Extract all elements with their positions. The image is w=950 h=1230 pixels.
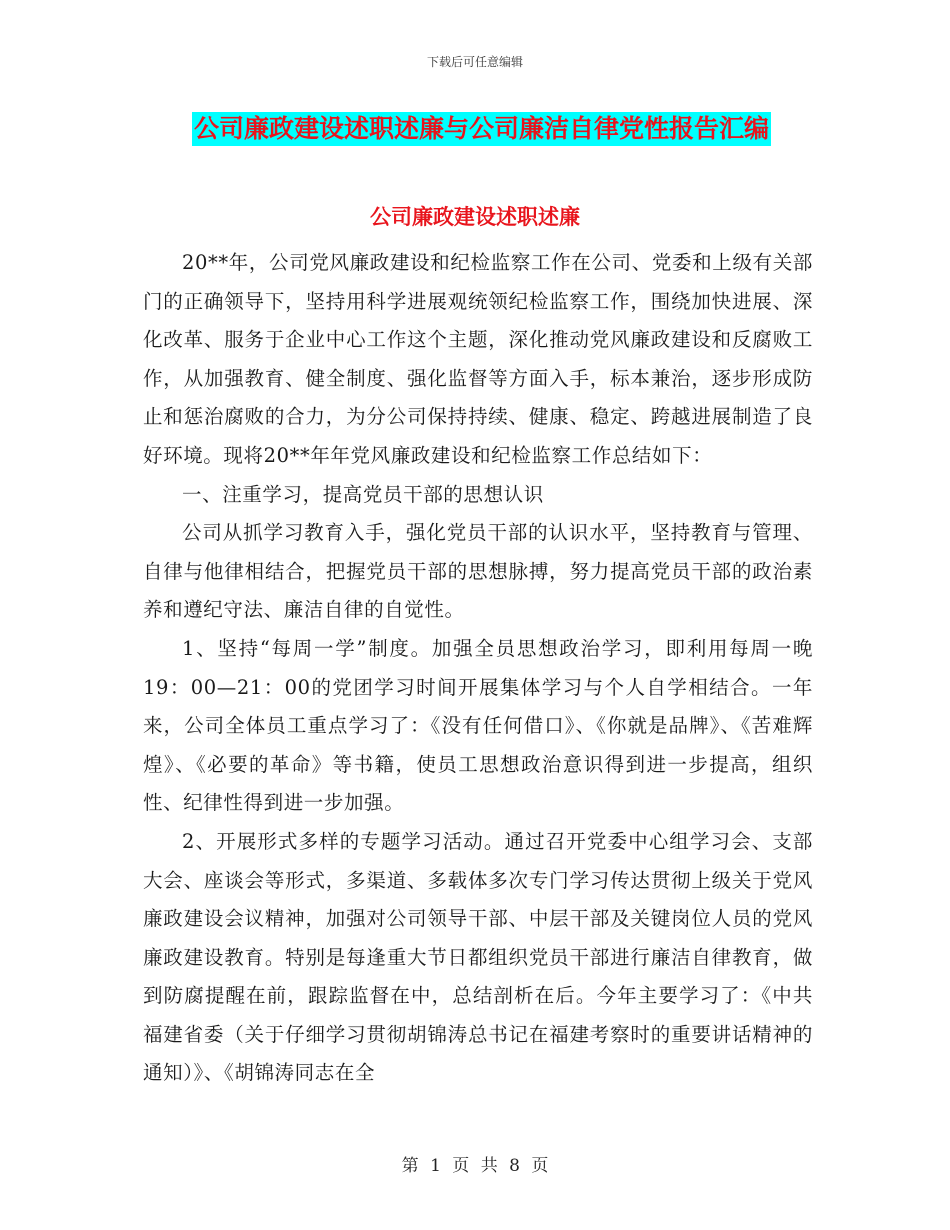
document-title-container xyxy=(192,112,771,146)
document-body xyxy=(143,244,813,1093)
body-paragraph: 20**年，公司党风廉政建设和纪检监察工作在公司、党委和上级有关部门的正确领导下，坚持用科学进展观统领纪检监察工作，围绕加快进展、深化改革、服务于企业中心工作这个主题，深化推动党风廉政建设和反腐败工作，从加强教育、健全制度、强化监督等方面入手，标本兼治，逐步形成防止和惩治腐败的合力，为分公司保持持续、健康、稳定、跨越进展制造了良好环境。现将20**年年党风廉政建设和纪检监察工作总结如下： xyxy=(143,251,813,467)
page-number-footer: 第 1 页 共 8 页 xyxy=(401,1156,549,1176)
body-paragraph: 1、坚持“每周一学”制度。加强全员思想政治学习，即利用每周一晚19：00—21：00的党团学习时间开展集体学习与个人自学相结合。一年来，公司全体员工重点学习了：《没有任何借口》、《你就是品牌》、《苦难辉煌》、《必要的革命》等书籍，使员工思想政治意识得到进一步提高，组织性、纪律性得到进一步加强。 xyxy=(143,636,813,815)
section-heading: 一、注重学习，提高党员干部的思想认识 xyxy=(182,482,544,506)
body-paragraph: 2、开展形式多样的专题学习活动。通过召开党委中心组学习会、支部大会、座谈会等形式，多渠道、多载体多次专门学习传达贯彻上级关于党风廉政建设会议精神，加强对公司领导干部、中层干部及关键岗位人员的党风廉政建设教育。特别是每逢重大节日都组织党员干部进行廉洁自律教育，做到防腐提醒在前，跟踪监督在中，总结剖析在后。今年主要学习了：《中共福建省委（关于仔细学习贯彻胡锦涛总书记在福建考察时的重要讲话精神的通知）》、《胡锦涛同志在全 xyxy=(143,829,813,1085)
body-paragraph: 公司从抓学习教育入手，强化党员干部的认识水平，坚持教育与管理、自律与他律相结合，把握党员干部的思想脉搏，努力提高党员干部的政治素养和遵纪守法、廉洁自律的自觉性。 xyxy=(143,521,813,622)
section-title: 公司廉政建设述职述廉 xyxy=(370,205,580,229)
page-header-note: 下载后可任意编辑 xyxy=(426,55,523,69)
document-title: 公司廉政建设述职述廉与公司廉洁自律党性报告汇编 xyxy=(192,112,771,146)
